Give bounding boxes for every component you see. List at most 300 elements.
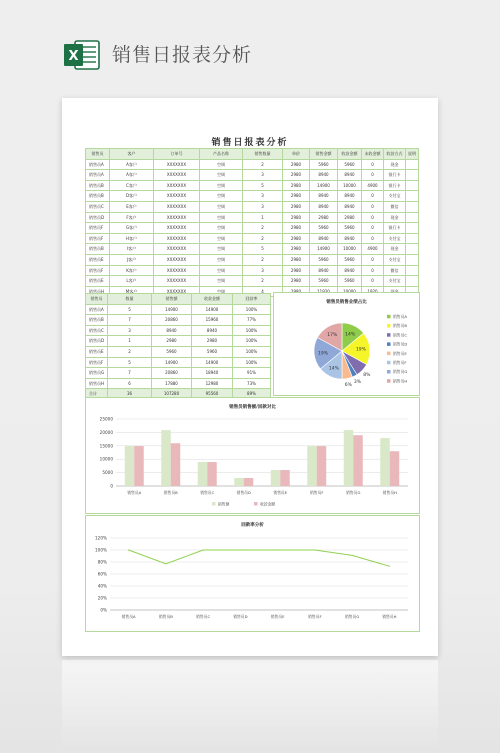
- table-cell: XXXXXXX: [154, 191, 200, 202]
- table-cell: 5: [243, 244, 283, 255]
- table-cell: 销售员B: [86, 180, 110, 191]
- table-cell: 销售员E: [86, 346, 108, 357]
- bar-sales: [125, 446, 135, 486]
- summary-row: [86, 368, 271, 379]
- table-cell: 2980: [283, 191, 310, 202]
- table-cell: 7: [108, 368, 152, 379]
- legend-swatch: [387, 324, 391, 328]
- bar-sales: [198, 462, 208, 486]
- legend-swatch: [254, 502, 258, 506]
- table-cell: 4900: [362, 244, 384, 255]
- x-tick-label: 销售员B: [158, 614, 173, 619]
- table-cell: 销售员B: [86, 191, 110, 202]
- table-cell: 现金: [384, 244, 406, 255]
- pie-data-label: 6%: [344, 382, 352, 388]
- bar-received: [317, 446, 327, 486]
- table-row: [86, 180, 419, 191]
- bar-chart: [86, 398, 419, 513]
- table-cell: 销售员A: [86, 170, 110, 181]
- table-cell: 8940: [310, 170, 338, 181]
- table-cell: [406, 191, 419, 202]
- table-cell: 空调: [200, 159, 243, 170]
- pie-data-label: 19%: [318, 351, 329, 357]
- line-point: [314, 549, 315, 550]
- column-header: 销售员: [86, 294, 108, 305]
- table-cell: 空调: [200, 212, 243, 223]
- y-tick-label: 100%: [95, 547, 107, 553]
- table-cell: 8940: [310, 191, 338, 202]
- table-cell: D客户: [110, 191, 154, 202]
- column-header: 销售额: [152, 294, 192, 305]
- line-chart-title: 回款率分析: [241, 523, 264, 528]
- pie-data-label: 17%: [327, 333, 338, 339]
- table-cell: 销售员G: [86, 368, 108, 379]
- line-point: [165, 563, 166, 564]
- column-header: 说明: [406, 149, 419, 160]
- line-point: [240, 549, 241, 550]
- table-cell: 8940: [310, 233, 338, 244]
- y-tick-label: 40%: [97, 583, 107, 589]
- sales-detail-table: [85, 148, 419, 297]
- table-cell: 支付宝: [384, 233, 406, 244]
- table-cell: G客户: [110, 223, 154, 234]
- page-title: 销售日报表分析: [112, 44, 253, 66]
- legend-label: 销售员F: [393, 360, 407, 365]
- table-cell: 空调: [200, 286, 243, 297]
- pie-chart-title: 销售员销售业绩占比: [326, 300, 367, 305]
- table-cell: 2980: [283, 276, 310, 287]
- table-cell: 4900: [362, 180, 384, 191]
- table-cell: 0: [362, 254, 384, 265]
- summary-row: [86, 357, 271, 368]
- table-cell: 2980: [310, 212, 338, 223]
- table-cell: 空调: [200, 254, 243, 265]
- bar-sales: [344, 430, 354, 486]
- table-cell: 5960: [310, 159, 338, 170]
- table-cell: 77%: [233, 315, 271, 326]
- table-cell: 5960: [152, 346, 192, 357]
- table-cell: 5960: [310, 254, 338, 265]
- table-cell: 5960: [338, 159, 362, 170]
- table-cell: 销售员F: [86, 233, 110, 244]
- table-cell: 微信: [384, 265, 406, 276]
- table-cell: 支付宝: [384, 191, 406, 202]
- summary-header-row: [86, 294, 271, 305]
- table-cell: 2: [108, 346, 152, 357]
- legend-label: 销售员C: [393, 332, 408, 338]
- table-cell: 销售员A: [86, 304, 108, 315]
- table-cell: XXXXXXX: [154, 254, 200, 265]
- table-cell: K客户: [110, 265, 154, 276]
- table-cell: 8940: [338, 191, 362, 202]
- bar-received: [390, 451, 400, 486]
- table-cell: XXXXXXX: [154, 276, 200, 287]
- line-point: [352, 555, 353, 556]
- column-header: 收款金额: [192, 294, 233, 305]
- bar-received: [171, 443, 181, 486]
- table-cell: 销售员H: [86, 286, 110, 297]
- x-tick-label: 销售员D: [233, 614, 248, 619]
- table-cell: XXXXXXX: [154, 201, 200, 212]
- x-tick-label: 销售员E: [270, 614, 285, 619]
- table-cell: 空调: [200, 223, 243, 234]
- table-cell: 2980: [152, 336, 192, 347]
- table-cell: 0: [362, 191, 384, 202]
- table-cell: 银行卡: [384, 180, 406, 191]
- table-row: [86, 276, 419, 287]
- pie-data-label: 19%: [355, 347, 366, 353]
- table-cell: 2980: [283, 212, 310, 223]
- table-row: [86, 244, 419, 255]
- column-header: 销售员: [86, 149, 110, 160]
- table-cell: 4: [243, 286, 283, 297]
- legend-swatch: [387, 379, 391, 383]
- table-cell: H客户: [110, 233, 154, 244]
- table-cell: 2980: [283, 180, 310, 191]
- y-tick-label: 20000: [99, 429, 113, 435]
- table-cell: 8940: [338, 170, 362, 181]
- table-cell: 销售员C: [86, 201, 110, 212]
- table-cell: XXXXXXX: [154, 223, 200, 234]
- table-cell: 销售员B: [86, 315, 108, 326]
- table-cell: XXXXXXX: [154, 180, 200, 191]
- table-cell: 销售员H: [86, 378, 108, 389]
- column-header: 数量: [108, 294, 152, 305]
- table-cell: 3: [108, 325, 152, 336]
- table-cell: 销售员D: [86, 212, 110, 223]
- legend-label: 销售员B: [393, 323, 407, 329]
- table-cell: 2980: [283, 254, 310, 265]
- y-tick-label: 0: [110, 483, 113, 489]
- y-tick-label: 25000: [99, 416, 113, 422]
- pie-chart: [274, 293, 419, 395]
- table-cell: 10000: [338, 244, 362, 255]
- table-cell: [406, 223, 419, 234]
- table-cell: 0: [362, 212, 384, 223]
- table-cell: 2980: [283, 201, 310, 212]
- table-cell: 5960: [310, 276, 338, 287]
- y-tick-label: 120%: [95, 535, 107, 541]
- summary-row: [86, 346, 271, 357]
- x-tick-label: 销售员B: [163, 490, 178, 495]
- document-title: 销售日报表分析: [211, 138, 289, 148]
- bar-received: [207, 462, 217, 486]
- table-row: [86, 254, 419, 265]
- table-cell: L客户: [110, 276, 154, 287]
- bar-chart-panel: [85, 397, 420, 514]
- y-tick-label: 15000: [99, 443, 113, 449]
- table-cell: 0: [362, 159, 384, 170]
- bar-received: [280, 470, 290, 486]
- table-cell: 14900: [152, 304, 192, 315]
- table-cell: 空调: [200, 170, 243, 181]
- summary-row: [86, 325, 271, 336]
- table-cell: A客户: [110, 170, 154, 181]
- pie-data-label: 14%: [328, 366, 339, 372]
- table-cell: M客户: [110, 286, 154, 297]
- table-cell: 3: [243, 170, 283, 181]
- table-cell: 8940: [310, 265, 338, 276]
- table-cell: I客户: [110, 244, 154, 255]
- column-header: 单价: [283, 149, 310, 160]
- excel-icon: [64, 40, 100, 70]
- rate-line: [129, 550, 390, 566]
- x-tick-label: 销售员D: [236, 490, 251, 495]
- page-header: [0, 0, 500, 80]
- table-cell: 14900: [192, 357, 233, 368]
- table-cell: [406, 180, 419, 191]
- table-cell: 现金: [384, 212, 406, 223]
- legend-label: 销售员G: [393, 369, 408, 375]
- table-cell: XXXXXXX: [154, 265, 200, 276]
- legend-swatch: [387, 333, 391, 337]
- table-cell: 销售员C: [86, 325, 108, 336]
- table-cell: [406, 159, 419, 170]
- legend-label: 销售员A: [393, 314, 407, 319]
- total-cell: 89%: [233, 389, 271, 400]
- table-cell: 微信: [384, 201, 406, 212]
- summary-row: [86, 315, 271, 326]
- legend-label: 销售员E: [393, 350, 407, 356]
- table-row: [86, 191, 419, 202]
- legend-label: 销售员H: [393, 378, 408, 384]
- x-tick-label: 销售员H: [382, 614, 397, 619]
- table-cell: 100%: [233, 325, 271, 336]
- y-tick-label: 0%: [100, 607, 107, 613]
- summary-row: [86, 304, 271, 315]
- table-cell: XXXXXXX: [154, 244, 200, 255]
- table-cell: 0: [362, 265, 384, 276]
- bar-sales: [234, 478, 244, 486]
- pie-data-label: 3%: [353, 379, 362, 385]
- table-cell: 14900: [310, 180, 338, 191]
- table-cell: 10000: [338, 180, 362, 191]
- table-cell: [406, 244, 419, 255]
- column-header: 销售金额: [310, 149, 338, 160]
- table-cell: 12980: [192, 378, 233, 389]
- table-row: [86, 233, 419, 244]
- table-cell: 5960: [310, 223, 338, 234]
- table-cell: 5: [108, 304, 152, 315]
- table-cell: 销售员D: [86, 336, 108, 347]
- line-point: [203, 549, 204, 550]
- x-tick-label: 销售员G: [344, 614, 360, 619]
- x-tick-label: 销售员A: [121, 614, 136, 619]
- legend-swatch: [387, 361, 391, 365]
- table-cell: E客户: [110, 201, 154, 212]
- table-cell: 3: [243, 201, 283, 212]
- table-cell: C客户: [110, 180, 154, 191]
- table-cell: F客户: [110, 212, 154, 223]
- summary-row: [86, 378, 271, 389]
- legend-swatch: [387, 370, 391, 374]
- table-cell: 100%: [233, 346, 271, 357]
- x-tick-label: 销售员C: [196, 614, 211, 619]
- line-point: [128, 549, 129, 550]
- column-header: 产品名称: [200, 149, 243, 160]
- table-cell: 3: [243, 191, 283, 202]
- table-cell: J客户: [110, 254, 154, 265]
- table-cell: 2980: [283, 244, 310, 255]
- salesperson-summary-table: [85, 293, 271, 400]
- table-cell: 现金: [384, 159, 406, 170]
- table-cell: 14900: [192, 304, 233, 315]
- y-tick-label: 80%: [97, 559, 107, 565]
- column-header: 订单号: [154, 149, 200, 160]
- bar-received: [353, 435, 363, 486]
- bar-chart-title: 销售员销售额/回款对比: [229, 405, 276, 410]
- table-cell: [406, 254, 419, 265]
- total-cell: 107280: [152, 389, 192, 400]
- table-cell: 支付宝: [384, 254, 406, 265]
- table-cell: 17880: [152, 378, 192, 389]
- table-cell: 银行卡: [384, 170, 406, 181]
- column-header: 回款率: [233, 294, 271, 305]
- table-cell: 2980: [283, 159, 310, 170]
- bar-sales: [271, 470, 281, 486]
- table-cell: 8940: [152, 325, 192, 336]
- table-cell: A客户: [110, 159, 154, 170]
- table-cell: 空调: [200, 244, 243, 255]
- table-cell: 8940: [338, 265, 362, 276]
- table-cell: 5960: [192, 346, 233, 357]
- y-tick-label: 60%: [97, 571, 107, 577]
- table-cell: 5960: [338, 223, 362, 234]
- table-cell: 6: [108, 378, 152, 389]
- table-cell: 1: [108, 336, 152, 347]
- table-row: [86, 265, 419, 276]
- table-cell: 销售员E: [86, 254, 110, 265]
- y-tick-label: 10000: [99, 456, 113, 462]
- table-cell: 2980: [283, 233, 310, 244]
- table-cell: 20860: [152, 315, 192, 326]
- table-cell: 8940: [338, 201, 362, 212]
- table-cell: 8940: [192, 325, 233, 336]
- table-cell: 0: [362, 170, 384, 181]
- x-tick-label: 销售员F: [308, 614, 322, 619]
- line-point: [389, 566, 390, 567]
- total-cell: 合计: [86, 389, 108, 400]
- table-cell: 销售员B: [86, 244, 110, 255]
- x-tick-label: 销售员C: [200, 490, 215, 495]
- table-cell: [406, 201, 419, 212]
- table-cell: 7: [108, 315, 152, 326]
- table-cell: 73%: [233, 378, 271, 389]
- pie-data-label: 8%: [363, 372, 371, 378]
- table-row: [86, 223, 419, 234]
- table-cell: XXXXXXX: [154, 212, 200, 223]
- table-cell: 2980: [283, 223, 310, 234]
- table-cell: 5960: [338, 276, 362, 287]
- total-cell: 36: [108, 389, 152, 400]
- legend-label: 销售员D: [393, 341, 408, 347]
- table-cell: [406, 212, 419, 223]
- table-cell: 支付宝: [384, 276, 406, 287]
- bar-sales: [380, 438, 390, 486]
- bar-received: [134, 446, 144, 486]
- x-tick-label: 销售员A: [127, 490, 142, 495]
- table-cell: 银行卡: [384, 223, 406, 234]
- table-row: [86, 201, 419, 212]
- legend-label: 销售额: [218, 501, 230, 507]
- x-tick-label: 销售员H: [382, 490, 397, 495]
- legend-label: 收款金额: [260, 501, 276, 507]
- table-cell: 8940: [338, 233, 362, 244]
- table-cell: 2980: [338, 212, 362, 223]
- table-cell: 14900: [152, 357, 192, 368]
- x-tick-label: 销售员G: [346, 490, 361, 495]
- total-cell: 95560: [192, 389, 233, 400]
- table-cell: 20860: [152, 368, 192, 379]
- table-cell: 3: [243, 265, 283, 276]
- table-cell: XXXXXXX: [154, 170, 200, 181]
- table-cell: 空调: [200, 265, 243, 276]
- line-chart-panel: [85, 515, 420, 632]
- column-header: 未收金额: [362, 149, 384, 160]
- table-row: [86, 159, 419, 170]
- pie-data-label: 14%: [345, 332, 356, 338]
- line-point: [277, 549, 278, 550]
- table-cell: 0: [362, 233, 384, 244]
- y-tick-label: 20%: [97, 595, 107, 601]
- bar-sales: [307, 446, 317, 486]
- table-cell: 8940: [310, 201, 338, 212]
- table-cell: 15960: [192, 315, 233, 326]
- column-header: 客户: [110, 149, 154, 160]
- bar-received: [244, 478, 254, 486]
- bar-sales: [161, 430, 171, 486]
- table-cell: [406, 276, 419, 287]
- table-cell: [406, 170, 419, 181]
- table-header-row: [86, 149, 419, 160]
- table-row: [86, 170, 419, 181]
- table-cell: 100%: [233, 357, 271, 368]
- table-cell: [406, 265, 419, 276]
- table-cell: 91%: [233, 368, 271, 379]
- table-cell: 14900: [310, 244, 338, 255]
- x-tick-label: 销售员E: [273, 490, 288, 495]
- table-cell: 0: [362, 276, 384, 287]
- table-cell: 空调: [200, 233, 243, 244]
- table-cell: 2: [243, 223, 283, 234]
- table-cell: 销售员A: [86, 159, 110, 170]
- table-cell: 空调: [200, 276, 243, 287]
- table-cell: 0: [362, 223, 384, 234]
- table-cell: XXXXXXX: [154, 286, 200, 297]
- table-cell: 空调: [200, 191, 243, 202]
- column-header: 销售数量: [243, 149, 283, 160]
- table-cell: 空调: [200, 201, 243, 212]
- x-tick-label: 销售员F: [309, 490, 324, 495]
- table-cell: 2980: [283, 170, 310, 181]
- table-cell: 2: [243, 254, 283, 265]
- y-tick-label: 5000: [102, 470, 113, 476]
- table-row: [86, 212, 419, 223]
- table-cell: XXXXXXX: [154, 233, 200, 244]
- line-chart: [86, 516, 419, 631]
- table-cell: 100%: [233, 304, 271, 315]
- table-cell: 1: [243, 212, 283, 223]
- table-cell: 2: [243, 159, 283, 170]
- table-cell: 2980: [192, 336, 233, 347]
- table-cell: 2: [243, 233, 283, 244]
- table-cell: 空调: [200, 180, 243, 191]
- table-cell: 18940: [192, 368, 233, 379]
- svg-text:X: X: [68, 49, 79, 64]
- table-cell: 100%: [233, 336, 271, 347]
- column-header: 收款方式: [384, 149, 406, 160]
- table-cell: 0: [362, 201, 384, 212]
